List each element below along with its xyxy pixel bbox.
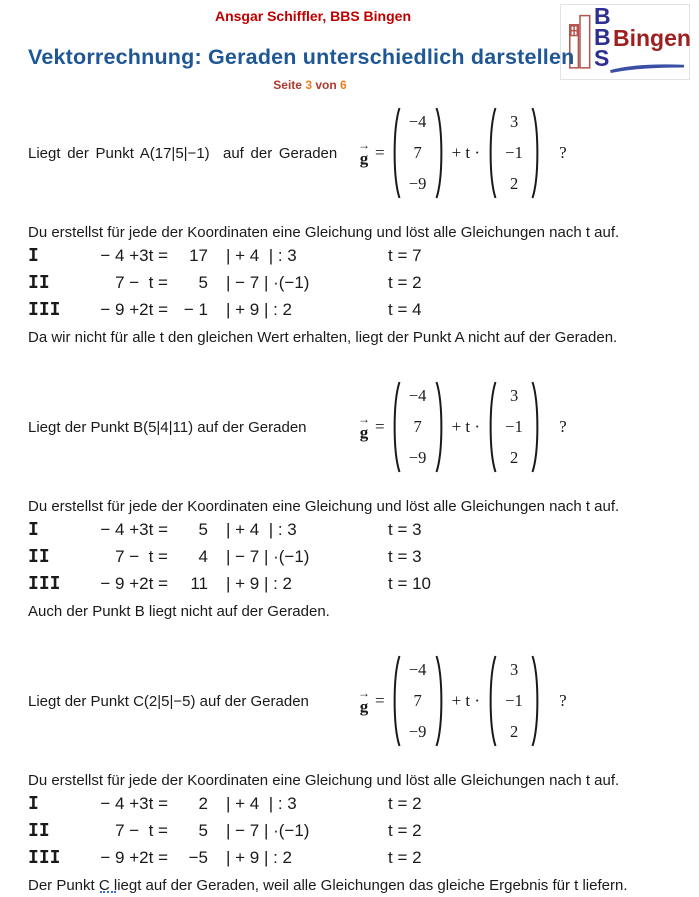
vector-component: −4	[408, 660, 427, 679]
conclusion-text: Da wir nicht für alle t den gleichen Wert erhalten, liegt der Punkt A nicht auf der Geraden.	[28, 329, 618, 346]
equation-rhs: 5	[198, 273, 208, 292]
section-point-c	[0, 648, 699, 894]
instruction-text: Du erstellst für jede der Koordinaten eine Gleichung und löst alle Gleichungen nach t auf.	[28, 772, 620, 789]
g-vector-symbol: → g	[358, 686, 370, 716]
grammar-check-underline	[100, 888, 116, 893]
t-result: t = 3	[388, 547, 422, 566]
equation-row	[0, 546, 699, 573]
roman-numeral: I	[28, 519, 39, 540]
equation-lhs: − 9 +2t =	[100, 848, 168, 867]
bbs-bingen-logo	[560, 4, 690, 80]
t-result: t = 2	[388, 273, 422, 292]
equation-rhs: 5	[198, 821, 208, 840]
vector-component: 7	[413, 142, 422, 162]
page-number-line	[0, 78, 620, 92]
equation-lhs: − 9 +2t =	[100, 574, 168, 593]
direction-vector	[487, 380, 541, 474]
vector-arrow-icon: →	[358, 412, 370, 426]
equation-operations: | + 4 | : 3	[226, 246, 297, 265]
support-vector	[391, 654, 445, 748]
left-paren-icon	[487, 106, 497, 200]
vector-component: −9	[408, 173, 427, 193]
section-point-b	[0, 374, 699, 620]
equation-operations: | + 9 | : 2	[226, 574, 293, 593]
roman-numeral: I	[28, 793, 39, 814]
equation-row	[0, 820, 699, 847]
vector-component: −1	[505, 142, 523, 162]
equation-lhs: 7 − t =	[115, 821, 168, 840]
equation-rhs: 2	[198, 794, 208, 813]
question-row	[0, 648, 699, 754]
equation-rhs: − 1	[183, 300, 208, 319]
direction-vector	[487, 106, 541, 200]
right-paren-icon	[435, 380, 445, 474]
t-result: t = 10	[388, 574, 432, 593]
instruction-text: Du erstellst für jede der Koordinaten eine Gleichung und löst alle Gleichungen nach t auf.	[28, 224, 620, 241]
vector-component: −4	[408, 112, 427, 131]
equation-lhs: 7 − t =	[115, 547, 168, 566]
vector-arrow-icon: →	[358, 138, 370, 152]
page-title: Vektorrechnung: Geraden unterschiedlich darstellen	[28, 45, 575, 69]
conclusion-text: Auch der Punkt B liegt nicht auf der Geraden.	[28, 603, 330, 620]
logo-letters	[594, 3, 611, 71]
g-vector-symbol: → g	[358, 138, 370, 168]
equation-row	[0, 519, 699, 546]
question-mark: ?	[559, 417, 567, 436]
vector-component: −1	[505, 416, 523, 436]
roman-numeral: III	[28, 573, 61, 594]
question-mark: ?	[559, 691, 567, 710]
equation-row	[0, 245, 699, 272]
page-label-infix: von	[315, 78, 337, 92]
equals-sign: =	[375, 691, 385, 710]
t-result: t = 2	[388, 848, 422, 867]
right-paren-icon	[435, 106, 445, 200]
equation-lhs: − 4 +3t =	[100, 520, 168, 539]
right-paren-icon	[531, 654, 541, 748]
support-vector	[391, 380, 445, 474]
plus-t-operator: + t ·	[451, 143, 481, 162]
direction-vector	[487, 654, 541, 748]
equation-operations: | + 4 | : 3	[226, 520, 297, 539]
vector-component: 3	[509, 386, 519, 405]
equation-lhs: − 4 +3t =	[100, 246, 168, 265]
equation-operations: | + 9 | : 2	[226, 300, 293, 319]
t-result: t = 7	[388, 246, 422, 265]
roman-numeral: I	[28, 245, 39, 266]
vector-equation	[358, 654, 567, 748]
question-text: Liegt der Punkt C(2|5|−5) auf der Geraden	[28, 692, 309, 710]
vector-equation	[358, 380, 567, 474]
equation-rhs: 17	[189, 246, 208, 265]
vector-component: 7	[413, 690, 422, 710]
equation-operations: | + 4 | : 3	[226, 794, 297, 813]
logo-letter-s: S	[594, 45, 610, 71]
vector-component: 2	[509, 721, 519, 741]
vector-component: 7	[413, 416, 422, 436]
equation-rhs: 11	[190, 574, 208, 593]
vector-component: 2	[509, 447, 519, 467]
equation-rhs: −5	[188, 848, 208, 867]
plus-t-operator: + t ·	[451, 691, 481, 710]
vector-component: 3	[509, 660, 519, 679]
question-mark: ?	[559, 143, 567, 162]
question-row	[0, 374, 699, 480]
roman-numeral: III	[28, 847, 61, 868]
support-vector	[391, 106, 445, 200]
plus-t-operator: + t ·	[451, 417, 481, 436]
equation-operations: | − 7 | ·(−1)	[226, 547, 310, 566]
equation-operations: | + 9 | : 2	[226, 848, 293, 867]
logo-word: Bingen	[613, 25, 691, 51]
t-result: t = 3	[388, 520, 422, 539]
vector-component: −1	[505, 690, 523, 710]
instruction-text: Du erstellst für jede der Koordinaten eine Gleichung und löst alle Gleichungen nach t auf.	[28, 498, 620, 515]
right-paren-icon	[531, 106, 541, 200]
vector-component: −9	[408, 721, 427, 741]
page-current-number: 3	[305, 78, 312, 92]
logo-swoosh-icon	[608, 62, 686, 73]
logo-letter-b2: B	[594, 24, 611, 50]
left-paren-icon	[391, 380, 401, 474]
question-text: Liegt der Punkt B(5|4|11) auf der Geraden	[28, 418, 307, 436]
equation-row	[0, 573, 699, 600]
logo-letter-b1: B	[594, 3, 611, 29]
equation-operations: | − 7 | ·(−1)	[226, 273, 310, 292]
page-total-number: 6	[340, 78, 347, 92]
left-paren-icon	[391, 106, 401, 200]
left-paren-icon	[487, 654, 497, 748]
question-row	[0, 100, 699, 206]
equation-rhs: 4	[198, 547, 208, 566]
g-vector-symbol: → g	[358, 412, 370, 442]
right-paren-icon	[435, 654, 445, 748]
equation-rhs: 5	[198, 520, 208, 539]
roman-numeral: II	[28, 546, 50, 567]
t-result: t = 2	[388, 794, 422, 813]
roman-numeral: II	[28, 820, 50, 841]
left-paren-icon	[391, 654, 401, 748]
roman-numeral: II	[28, 272, 50, 293]
equation-row	[0, 272, 699, 299]
t-result: t = 2	[388, 821, 422, 840]
equation-row	[0, 793, 699, 820]
equation-lhs: − 9 +2t =	[100, 300, 168, 319]
equation-lhs: − 4 +3t =	[100, 794, 168, 813]
equals-sign: =	[375, 143, 385, 162]
t-result: t = 4	[388, 300, 422, 319]
equation-lhs: 7 − t =	[115, 273, 168, 292]
vector-component: 2	[509, 173, 519, 193]
equation-row	[0, 847, 699, 874]
conclusion-text: Der Punkt C liegt auf der Geraden, weil alle Gleichungen das gleiche Ergebnis für t liefern.	[28, 877, 628, 894]
left-paren-icon	[487, 380, 497, 474]
right-paren-icon	[531, 380, 541, 474]
vector-arrow-icon: →	[358, 686, 370, 700]
vector-component: 3	[509, 112, 519, 131]
equals-sign: =	[375, 417, 385, 436]
roman-numeral: III	[28, 299, 61, 320]
author-line: Ansgar Schiffler, BBS Bingen	[214, 8, 412, 24]
vector-component: −4	[408, 386, 427, 405]
vector-component: −9	[408, 447, 427, 467]
section-point-a	[0, 100, 699, 346]
equation-row	[0, 299, 699, 326]
question-text: Liegt der Punkt A(17|5|−1) auf der Geraden	[28, 144, 338, 162]
equation-operations: | − 7 | ·(−1)	[226, 821, 310, 840]
vector-equation	[358, 106, 567, 200]
page-label-prefix: Seite	[273, 78, 302, 92]
